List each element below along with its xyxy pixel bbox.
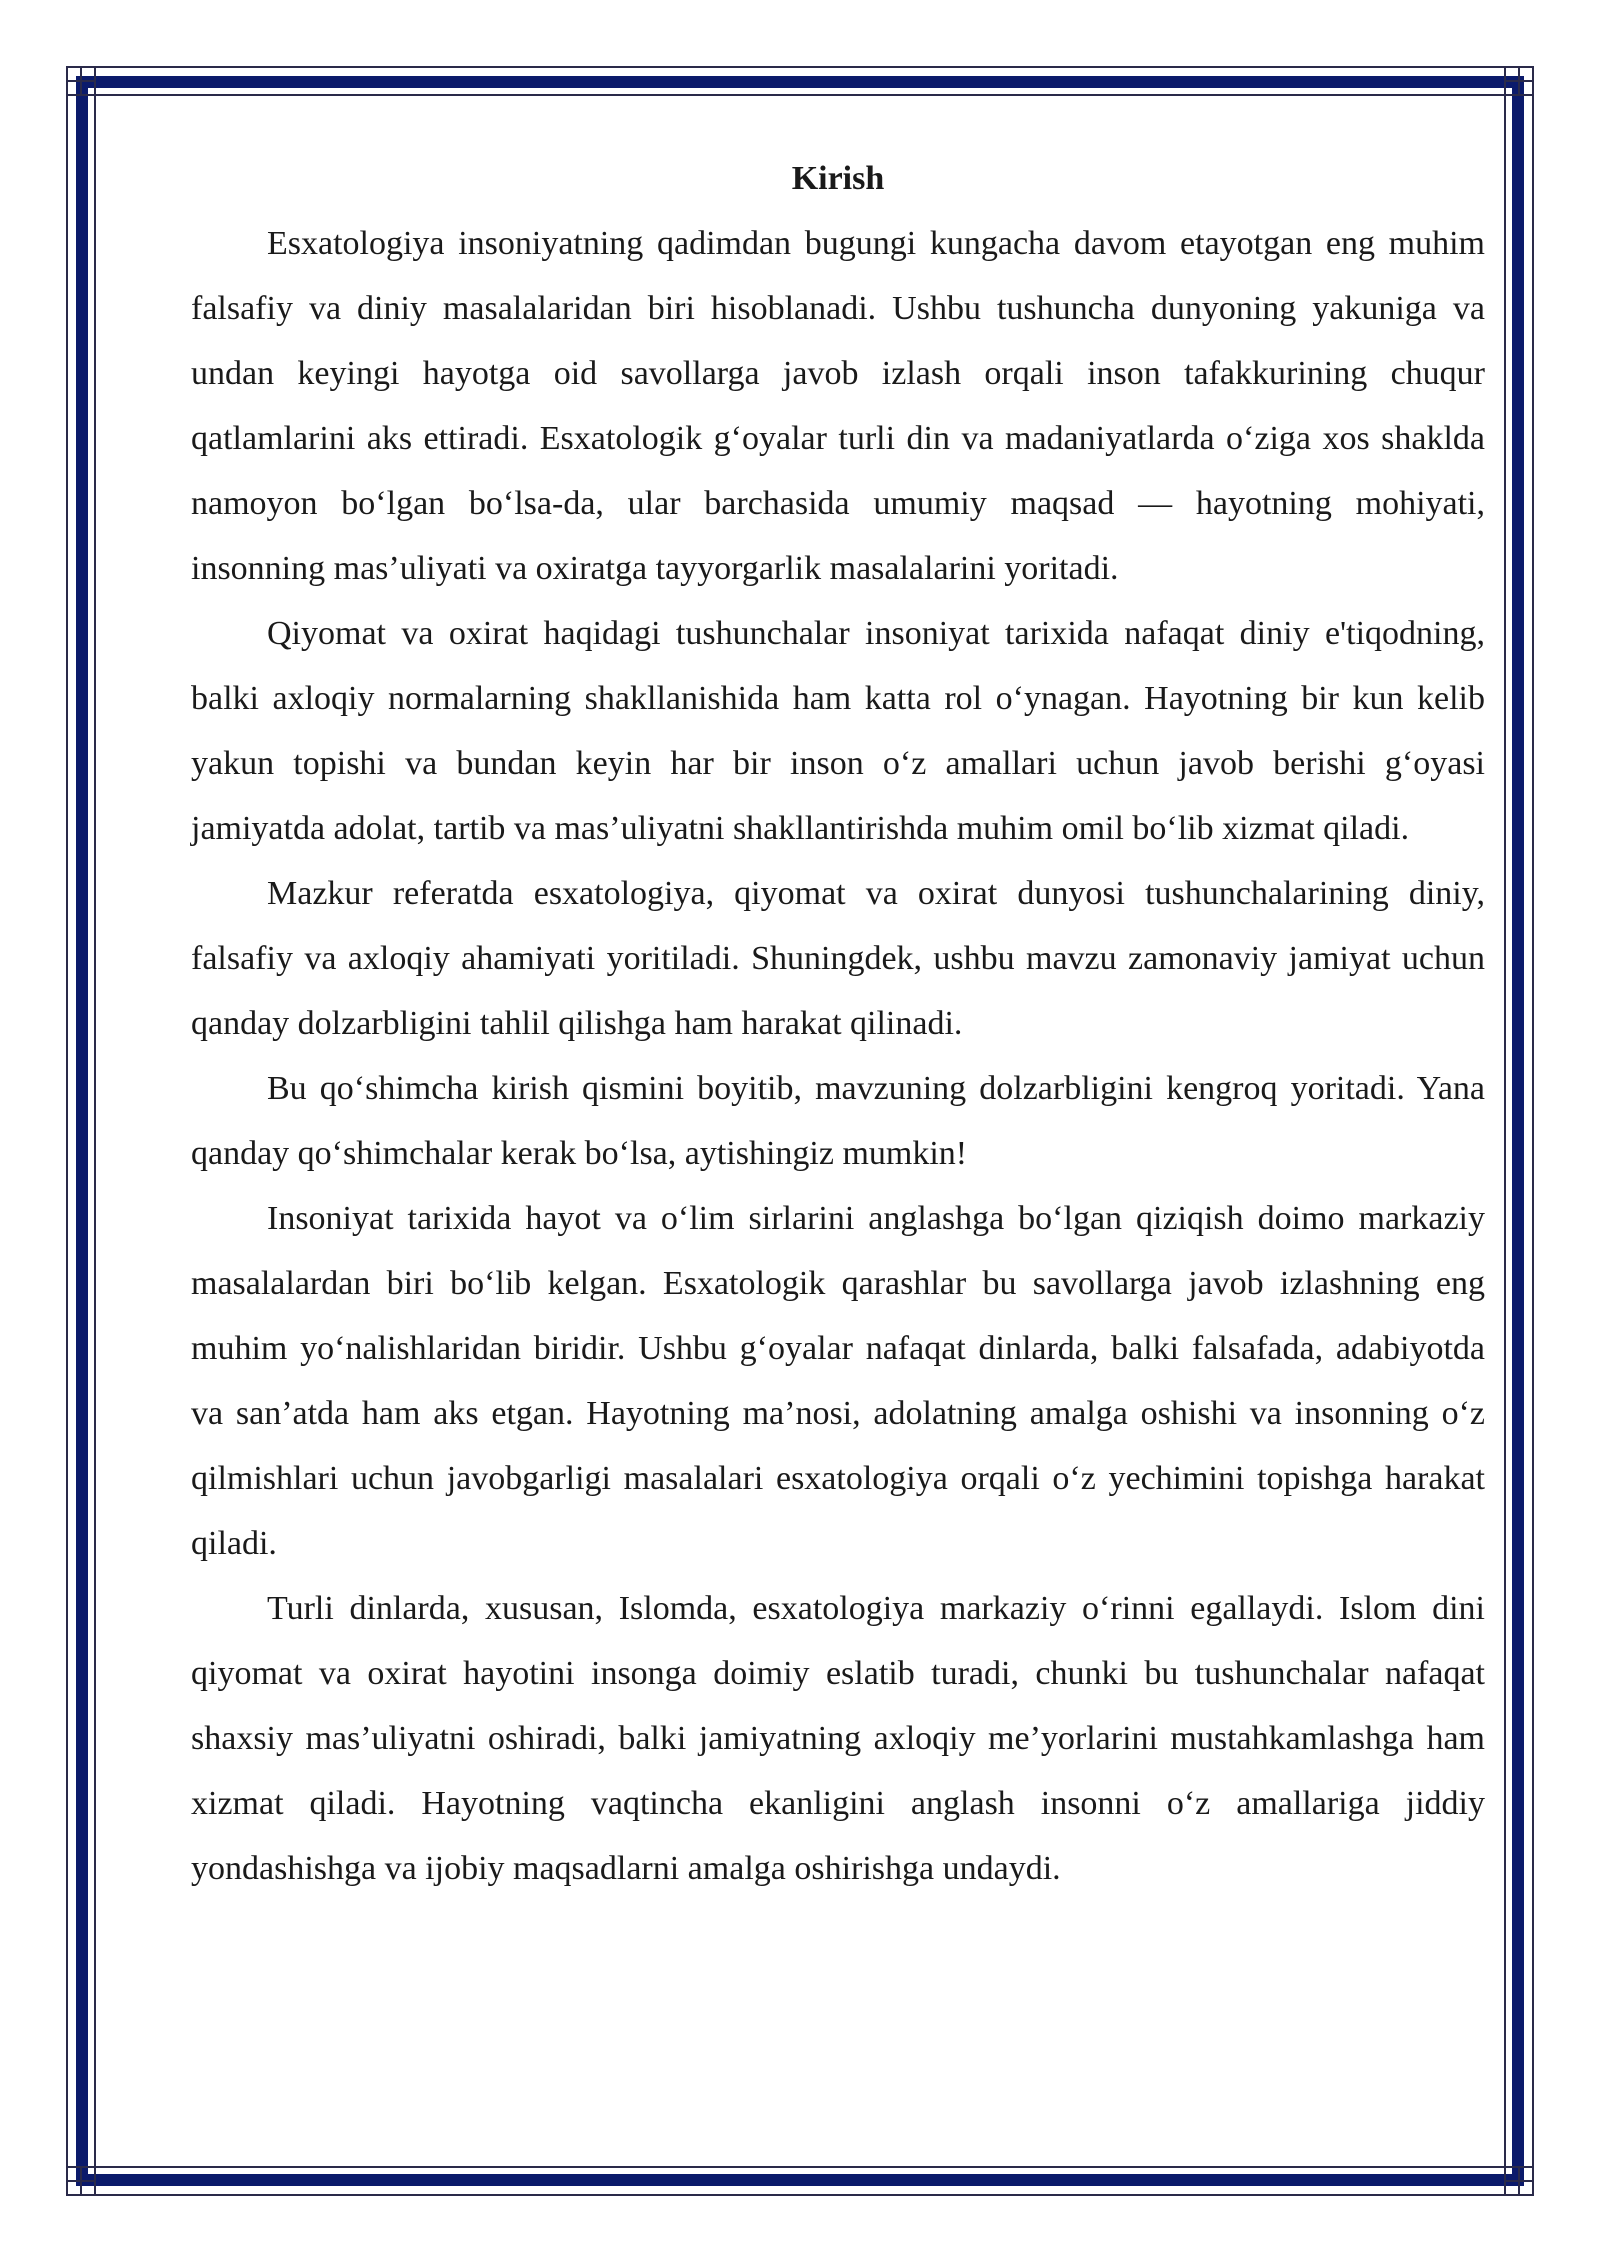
paragraph: Bu qo‘shimcha kirish qismini boyitib, mavzuning dolzarbligini kengroq yoritadi. Yana qanday qo‘shimchalar kerak bo‘lsa, aytishingiz mumkin! [191, 1070, 1485, 1172]
corner-ornament-icon [1502, 64, 1536, 98]
document-body [191, 146, 1485, 1901]
corner-ornament-icon [64, 64, 98, 98]
paragraph: Insoniyat tarixida hayot va o‘lim sirlarini anglashga bo‘lgan qiziqish doimo markaziy masalalardan biri bo‘lib kelgan. Esxatologik qarashlar bu savollarga javob izlashning eng muhim yo‘nalishlaridan biridir. Ushbu g‘oyalar nafaqat dinlarda, balki falsafada, adabiyotda va san’atda ham aks etgan. Hayotning ma’nosi, adolatning amalga oshishi va insonning o‘z qilmishlari uchun javobgarligi masalalari esxatologiya orqali o‘z yechimini topishga harakat qiladi. [191, 1200, 1485, 1562]
paragraph: Qiyomat va oxirat haqidagi tushunchalar insoniyat tarixida nafaqat diniy e'tiqodning, balki axloqiy normalarning shakllanishida ham katta rol o‘ynagan. Hayotning bir kun kelib yakun topishi va bundan keyin har bir inson o‘z amallari uchun javob berishi g‘oyasi jamiyatda adolat, tartib va mas’uliyatni shakllantirishda muhim omil bo‘lib xizmat qiladi. [191, 615, 1485, 847]
corner-ornament-icon [1502, 2164, 1536, 2198]
paragraph: Mazkur referatda esxatologiya, qiyomat va oxirat dunyosi tushunchalarining diniy, falsafiy va axloqiy ahamiyati yoritiladi. Shuningdek, ushbu mavzu zamonaviy jamiyat uchun qanday dolzarbligini tahlil qilishga ham harakat qilinadi. [191, 875, 1485, 1042]
paragraph: Turli dinlarda, xususan, Islomda, esxatologiya markaziy o‘rinni egallaydi. Islom dini qiyomat va oxirat hayotini insonga doimiy eslatib turadi, chunki bu tushunchalar nafaqat shaxsiy mas’uliyatni oshiradi, balki jamiyatning axloqiy me’yorlarini mustahkamlashga ham xizmat qiladi. Hayotning vaqtincha ekanligini anglash insonni o‘z amallariga jiddiy yondashishga va ijobiy maqsadlarni amalga oshirishga undaydi. [191, 1590, 1485, 1887]
document-title: Kirish [791, 160, 885, 197]
corner-ornament-icon [64, 2164, 98, 2198]
paragraph: Esxatologiya insoniyatning qadimdan bugungi kungacha davom etayotgan eng muhim falsafiy va diniy masalalaridan biri hisoblanadi. Ushbu tushuncha dunyoning yakuniga va undan keyingi hayotga oid savollarga javob izlash orqali inson tafakkurining chuqur qatlamlarini aks ettiradi. Esxatologik g‘oyalar turli din va madaniyatlarda o‘ziga xos shaklda namoyon bo‘lgan bo‘lsa-da, ular barchasida umumiy maqsad — hayotning mohiyati, insonning mas’uliyati va oxiratga tayyorgarlik masalalarini yoritadi. [191, 225, 1485, 587]
